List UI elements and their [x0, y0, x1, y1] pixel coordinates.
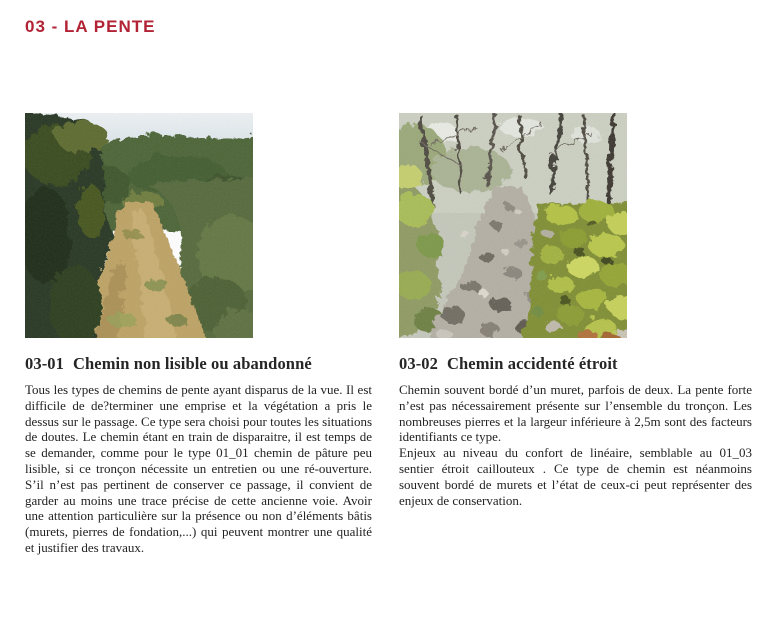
section-03-01 — [25, 113, 372, 556]
section-heading-03-02 — [399, 354, 752, 374]
section-body-paragraph: Tous les types de chemins de pente ayant disparus de la vue. Il est difficile de de?terminer une emprise et la végétation a pris le dessus sur le passage. Ce type sera choisi pour toutes les situations de doutes. Le chemin étant en train de disparaitre, il est temps de se demander, comme pour le type 01_01 chemin de pâture peu lisible, si ce tronçon nécessite un entretien ou une ré-ouverture. S’il n’est pas pertinent de conserver ce passage, il convient de garder au moins une trace précise de cette ancienne voie. Avoir une attention particulière sur la présence ou non d’éléments bâtis (murets, pierres de fondation,...) qui peuvent montrer une qualité et justifier des travaux. — [25, 382, 372, 555]
section-title: Chemin accidenté étroit — [447, 354, 618, 373]
photo1-grain — [25, 113, 253, 338]
page-title: 03 - LA PENTE — [25, 17, 156, 36]
section-heading-03-01 — [25, 354, 372, 374]
photo2-grain — [399, 113, 627, 338]
section-03-02 — [399, 113, 752, 508]
section-number: 03-01 — [25, 354, 64, 373]
section-body-paragraph: Chemin souvent bordé d’un muret, parfois de deux. La pente forte n’est pas nécessairement présente sur l’ensemble du tronçon. Les nombreuses pierres et la largeur inférieure à 2,5m sont des facteurs identifiants ce type. — [399, 382, 752, 445]
photo-chemin-caillouteux-image — [399, 113, 627, 338]
photo-chemin-abandonne — [25, 113, 253, 338]
photo-chemin-abandonne-image — [25, 113, 253, 338]
section-title: Chemin non lisible ou abandonné — [73, 354, 312, 373]
section-body-paragraph: Enjeux au niveau du confort de linéaire, semblable au 01_03 sentier étroit caillouteux . Ce type de chemin est néanmoins souvent bordé de murets et l’état de ceux-ci peut représenter des enjeux de conservation. — [399, 445, 752, 508]
section-number: 03-02 — [399, 354, 438, 373]
photo-chemin-caillouteux — [399, 113, 627, 338]
